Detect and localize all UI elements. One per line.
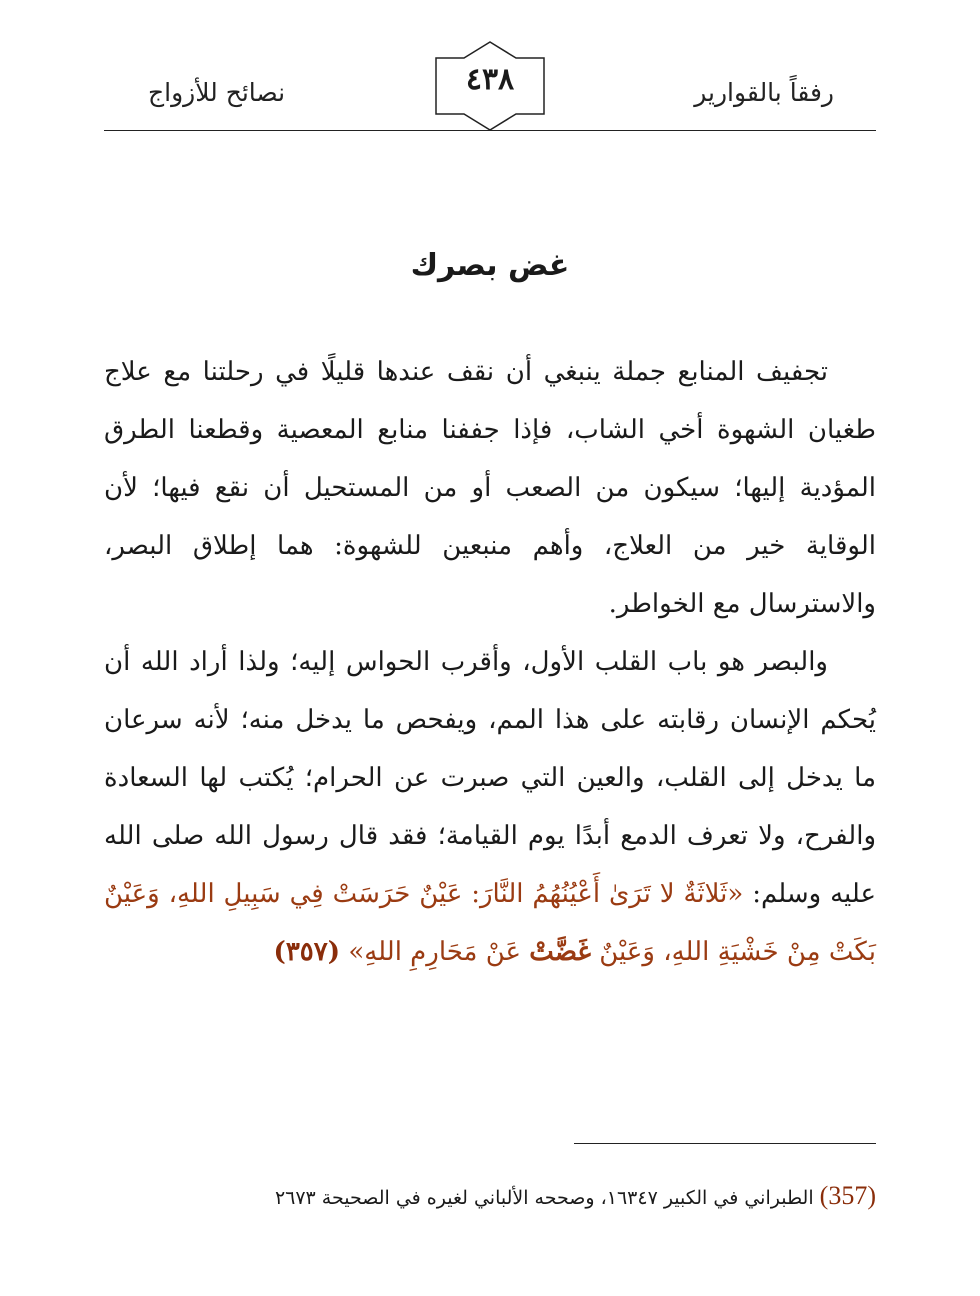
footnote-text: الطبراني في الكبير ١٦٣٤٧، وصححه الألباني لغيره في الصحيحة ٢٦٧٣ <box>274 1187 814 1209</box>
paragraph-text: والبصر هو باب القلب الأول، وأقرب الحواس إليه؛ ولذا أراد الله أن يُحكم الإنسان رقابته على هذا المم، ويفحص ما يدخل منه؛ لأنه سرعان ما يدخل إلى القلب، والعين التي صبرت عن الحرام؛ يُكتب لها السعادة والفرح، ولا تعرف الدمع أبدًا يوم القيامة؛ فقد قال رسول الله صلى الله عليه وسلم: <box>104 647 876 909</box>
page-number-badge <box>428 40 552 132</box>
running-title-book: رفقاً بالقوارير <box>694 78 834 107</box>
footnote-number: (357) <box>819 1181 876 1210</box>
running-title-section: نصائح للأزواج <box>148 78 286 107</box>
footnote <box>104 1181 876 1211</box>
body-text <box>104 343 876 981</box>
hadith-part: «ثَلاثَةٌ لا تَرَىٰ أَعْيُنُهُمُ النَّارَ: عَيْنٌ حَرَسَتْ فِي سَبِيلِ اللهِ، وَعَيْنٌ بَكَتْ مِنْ خَشْيَةِ اللهِ، وَعَيْنٌ <box>104 879 876 967</box>
header-divider <box>104 130 876 131</box>
page-header <box>104 40 876 132</box>
hadith-emphasis: غَضَّتْ <box>529 937 591 967</box>
paragraph: تجفيف المنابع جملة ينبغي أن نقف عندها قليلًا في رحلتنا مع علاج طغيان الشهوة أخي الشاب، فإذا جففنا منابع المعصية وقطعنا الطرق المؤدية إليها؛ سيكون من الصعب أو من المستحيل أن نقع فيها؛ لأن الوقاية خير من العلاج، وأهم منبعين للشهوة: هما إطلاق البصر، والاسترسال مع الخواطر. <box>104 357 876 619</box>
hadith-part: عَنْ مَحَارِمِ اللهِ» <box>348 937 530 967</box>
paragraph-with-hadith <box>104 633 876 981</box>
footnote-divider <box>574 1143 876 1144</box>
page-number: ٤٣٨ <box>465 62 515 97</box>
footnote-reference: (٣٥٧) <box>273 937 341 967</box>
chapter-title: غض بصرك <box>410 248 570 283</box>
